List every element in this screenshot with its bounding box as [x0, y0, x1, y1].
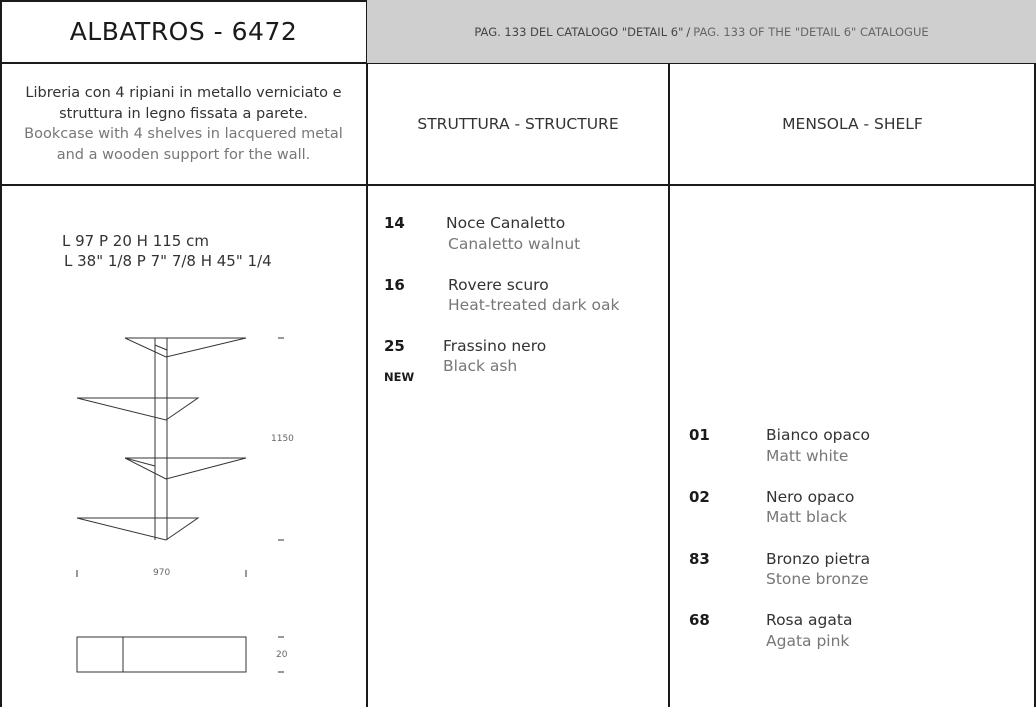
dimensions-metric: L 97 P 20 H 115 cm — [62, 232, 209, 250]
shelf-1 — [125, 338, 246, 357]
description-en-line-1: Bookcase with 4 shelves in lacquered metal — [24, 126, 343, 142]
shelf-column-header: MENSOLA - SHELF — [782, 115, 923, 133]
shelf-finish-name-it: Bianco opaco — [766, 426, 871, 444]
title-cell — [0, 0, 367, 63]
bookcase-plan-view — [77, 637, 284, 672]
structure-finish-name-en: Black ash — [443, 357, 518, 375]
structure-header-cell — [367, 63, 669, 185]
catalog-reference-en: PAG. 133 OF THE "DETAIL 6" CATALOGUE — [693, 24, 929, 39]
product-title: ALBATROS - 6472 — [69, 17, 298, 46]
shelf-header-cell — [669, 63, 1036, 185]
shelf-3 — [125, 458, 246, 479]
catalog-reference-separator: / — [686, 24, 691, 39]
width-label: 970 — [153, 568, 171, 578]
depth-label: 20 — [276, 650, 288, 660]
structure-finish-code: 14 — [384, 214, 405, 232]
shelf-finish-name-en: Matt white — [766, 447, 849, 465]
catalog-reference-cell — [367, 0, 1036, 63]
technical-drawing — [0, 185, 367, 707]
shelf-finish-name-it: Nero opaco — [766, 488, 855, 506]
shelf-4 — [77, 518, 198, 540]
height-label: 1150 — [271, 434, 294, 444]
structure-finish-name-it: Frassino nero — [443, 337, 547, 355]
structure-finish-name-en: Heat-treated dark oak — [448, 296, 620, 314]
description-it-line-1: Libreria con 4 ripiani in metallo verniciato e — [25, 85, 342, 101]
shelf-finish-name-it: Bronzo pietra — [766, 550, 871, 568]
bookcase-front-view — [77, 338, 246, 540]
structure-finish-code: 25 — [384, 337, 405, 355]
structure-finish-name-it: Rovere scuro — [448, 276, 549, 294]
shelf-2 — [77, 398, 198, 420]
shelf-finish-name-en: Agata pink — [766, 632, 850, 650]
shelf-finish-name-en: Matt black — [766, 508, 848, 526]
shelf-finish-name-en: Stone bronze — [766, 570, 869, 588]
structure-finish-code: 16 — [384, 276, 405, 294]
new-badge: NEW — [384, 370, 415, 384]
shelf-finish-code: 02 — [689, 488, 710, 506]
catalog-reference-it: PAG. 133 DEL CATALOGO "DETAIL 6" — [474, 24, 684, 39]
structure-finish-name-en: Canaletto walnut — [448, 235, 581, 253]
description-cell — [0, 63, 367, 185]
structure-finish-name-it: Noce Canaletto — [446, 214, 566, 232]
product-description — [24, 83, 343, 165]
catalog-reference — [474, 25, 928, 39]
shelf-finish-code: 68 — [689, 611, 710, 629]
structure-column-header: STRUTTURA - STRUCTURE — [417, 115, 619, 133]
description-it-line-2: struttura in legno fissata a parete. — [59, 105, 308, 122]
shelf-finish-code: 01 — [689, 426, 710, 444]
shelf-finish-code: 83 — [689, 550, 710, 568]
description-en-line-2: and a wooden support for the wall. — [56, 146, 311, 163]
shelf-finish-name-it: Rosa agata — [766, 611, 853, 629]
dimensions-imperial: L 38" 1/8 P 7" 7/8 H 45" 1/4 — [64, 252, 272, 270]
